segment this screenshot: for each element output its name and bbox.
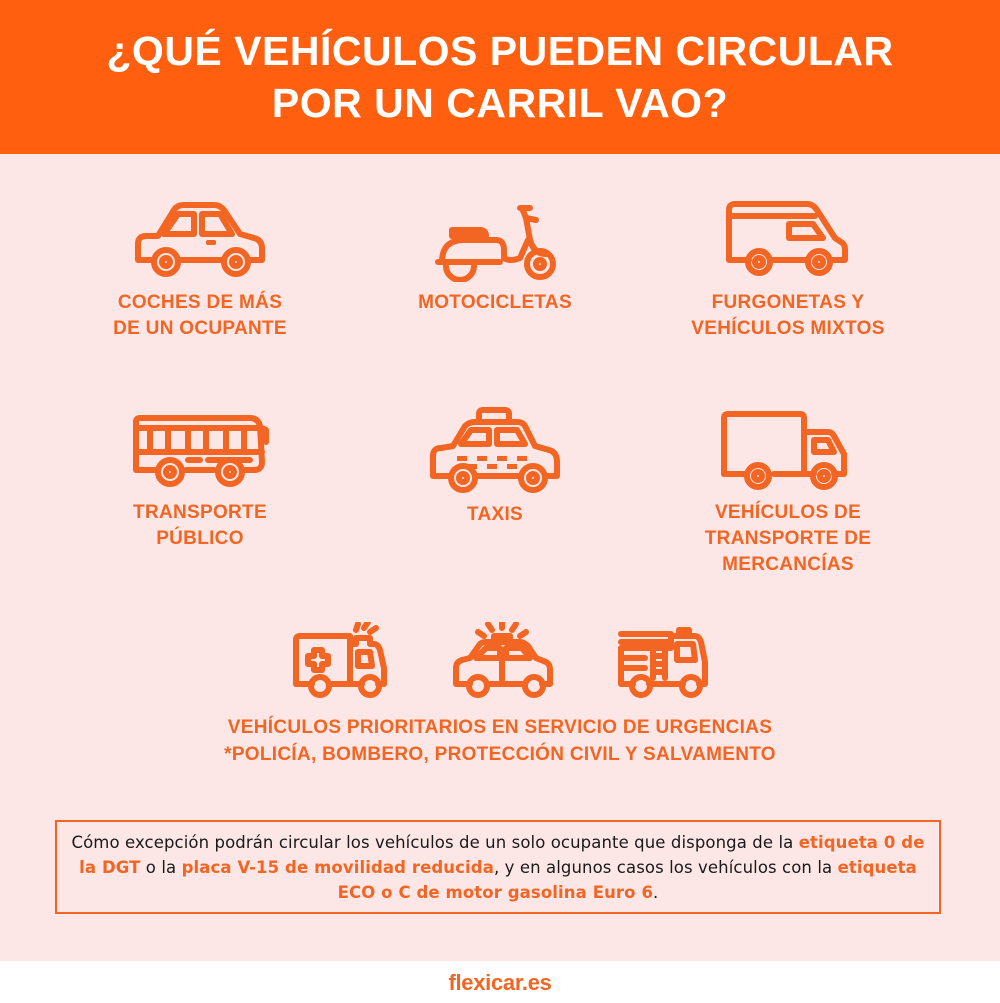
highlight-plate-v15: placa V-15 de movilidad reducida	[181, 857, 494, 877]
title-line-1: ¿QUÉ VEHÍCULOS PUEDEN CIRCULAR	[106, 28, 894, 74]
fire-truck-icon	[615, 622, 710, 700]
vehicle-label: TRANSPORTE PÚBLICO	[133, 502, 267, 549]
priority-vehicle-icons	[290, 620, 710, 700]
truck-icon	[718, 410, 858, 492]
vehicle-label: COCHES DE MÁS DE UN OCUPANTE	[113, 292, 287, 339]
vehicle-item-public-transport	[50, 414, 350, 552]
vehicle-label: VEHÍCULOS DE TRANSPORTE DE MERCANCÍAS	[704, 502, 872, 575]
highlight-label-eco-c: etiqueta ECO o C de motor gasolina Euro 6	[337, 857, 917, 902]
bus-icon	[130, 414, 270, 492]
header-banner	[0, 0, 1000, 154]
vehicle-item-vans	[638, 200, 938, 342]
vehicle-label: MOTOCICLETAS	[418, 292, 572, 313]
vehicle-label: FURGONETAS Y VEHÍCULOS MIXTOS	[691, 292, 885, 339]
vehicle-item-motorcycles	[345, 200, 645, 316]
title-line-2: POR UN CARRIL VAO?	[271, 80, 729, 126]
vehicle-item-goods-transport	[638, 410, 938, 578]
taxi-icon	[425, 404, 565, 494]
exception-note-box	[55, 820, 941, 914]
brand-footer: flexicar.es	[448, 969, 552, 995]
car-icon	[130, 200, 270, 282]
police-car-icon	[450, 622, 555, 700]
highlight-label-0: etiqueta 0 de la DGT	[79, 832, 925, 877]
van-icon	[723, 200, 853, 282]
exception-note-text: Cómo excepción podrán circular los vehículos de un solo ocupante que disponga de la etiqueta 0 de la DGT o la placa V-15 de movilidad reducida, y en algunos casos los vehículos con la etiqueta ECO o C de motor gasolina Euro 6.	[71, 832, 925, 902]
vehicle-item-taxis	[345, 404, 645, 528]
scooter-icon	[430, 200, 560, 282]
priority-vehicles-label: VEHÍCULOS PRIORITARIOS EN SERVICIO DE URGENCIAS *POLICÍA, BOMBERO, PROTECCIÓN CIVIL Y SALVAMENTO	[224, 717, 776, 765]
vehicle-item-cars	[50, 200, 350, 342]
vehicle-label: TAXIS	[466, 504, 524, 525]
ambulance-icon	[290, 622, 390, 700]
